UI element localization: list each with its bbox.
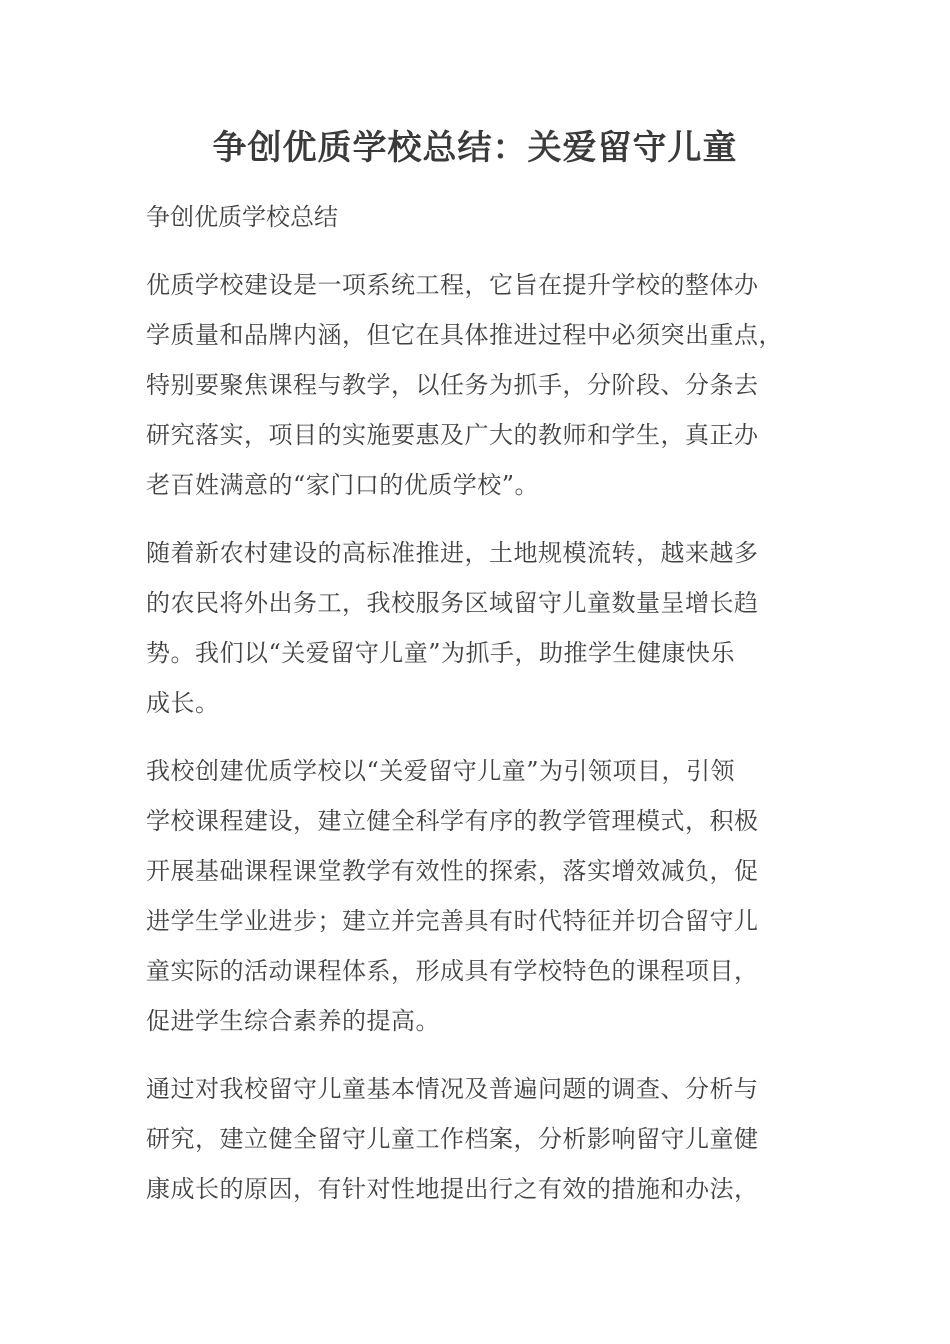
paragraph-line: 康成长的原因，有针对性地提出行之有效的措施和办法，	[146, 1175, 759, 1203]
paragraph-1	[146, 260, 806, 510]
paragraph-line: 特别要聚焦课程与教学，以任务为抓手，分阶段、分条去	[146, 371, 759, 399]
paragraph-line: 优质学校建设是一项系统工程，它旨在提升学校的整体办	[146, 271, 759, 299]
paragraph-4	[146, 1064, 806, 1214]
paragraph-3	[146, 746, 806, 1046]
paragraph-line: 通过对我校留守儿童基本情况及普遍问题的调查、分析与	[146, 1075, 759, 1103]
paragraph-line: 老百姓满意的“家门口的优质学校”。	[146, 471, 540, 499]
paragraph-line: 童实际的活动课程体系，形成具有学校特色的课程项目，	[146, 957, 759, 985]
paragraph-line: 随着新农村建设的高标准推进，土地规模流转，越来越多	[146, 539, 759, 567]
paragraph-line: 的农民将外出务工，我校服务区域留守儿童数量呈增长趋	[146, 589, 759, 617]
paragraph-line: 学校课程建设，建立健全科学有序的教学管理模式，积极	[146, 807, 759, 835]
paragraph-line: 进学生学业进步；建立并完善具有时代特征并切合留守儿	[146, 907, 759, 935]
paragraph-2	[146, 528, 806, 728]
paragraph-line: 开展基础课程课堂教学有效性的探索，落实增效减负，促	[146, 857, 759, 885]
paragraph-line: 研究，建立健全留守儿童工作档案，分析影响留守儿童健	[146, 1125, 759, 1153]
paragraph-line: 学质量和品牌内涵，但它在具体推进过程中必须突出重点，	[146, 321, 783, 349]
paragraph-line: 促进学生综合素养的提高。	[146, 1007, 440, 1035]
document-title: 争创优质学校总结：关爱留守儿童	[212, 128, 738, 168]
paragraph-line: 成长。	[146, 689, 220, 717]
paragraph-line: 势。我们以“关爱留守儿童”为抓手，助推学生健康快乐	[146, 639, 736, 667]
document-subtitle: 争创优质学校总结	[146, 203, 338, 231]
document-body	[146, 192, 806, 1232]
paragraph-line: 我校创建优质学校以“关爱留守儿童”为引领项目，引领	[146, 757, 736, 785]
paragraph-line: 研究落实，项目的实施要惠及广大的教师和学生，真正办	[146, 421, 759, 449]
